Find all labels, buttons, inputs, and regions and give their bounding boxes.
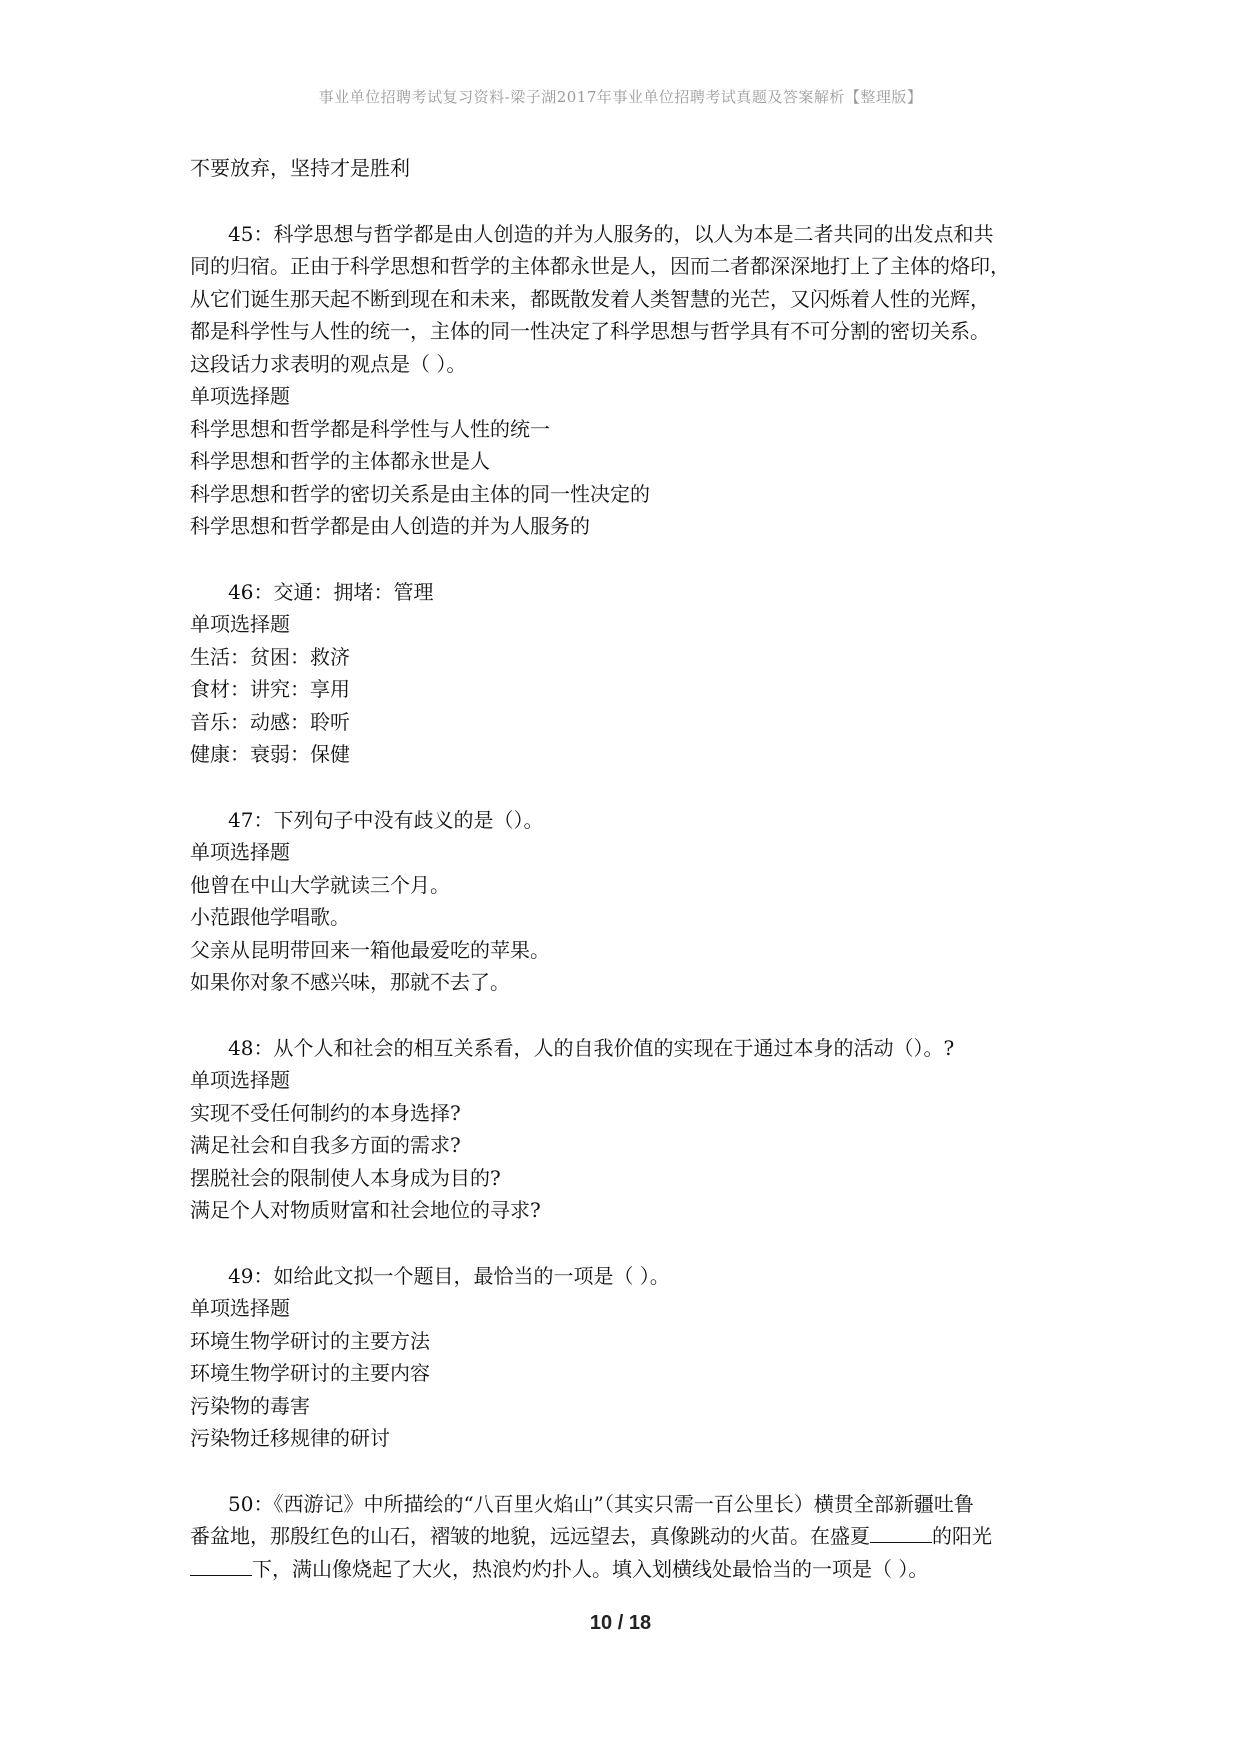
q49-option: 环境生物学研讨的主要方法: [190, 1328, 430, 1353]
q48-option: 实现不受任何制约的本身选择?: [190, 1100, 461, 1125]
q49-option: 环境生物学研讨的主要内容: [190, 1361, 430, 1385]
q46-option: 音乐：动感：聆听: [190, 709, 350, 734]
question-50: [190, 1488, 1070, 1586]
q49-stem: 49：如给此文拟一个题目，最恰当的一项是（ ）。: [228, 1263, 670, 1288]
q50-text: 番盆地，那殷红色的山石，褶皱的地貌，远远望去，真像跳动的火苗。在盛夏: [190, 1524, 870, 1548]
fill-blank: [190, 1557, 252, 1576]
q47-option: 如果你对象不感兴味，那就不去了。: [190, 970, 510, 994]
document-body: [190, 152, 1070, 1585]
q45-stem-line: 同的归宿。正由于科学思想和哲学的主体都永世是人，因而二者都深深地打上了主体的烙印，: [190, 254, 1010, 278]
page-header: 事业单位招聘考试复习资料-梁子湖2017年事业单位招聘考试真题及答案解析【整理版】: [318, 88, 923, 106]
q45-stem-line: 从它们诞生那天起不断到现在和未来，都既散发着人类智慧的光芒，又闪烁着人性的光辉，: [190, 286, 990, 311]
q48-option: 满足个人对物质财富和社会地位的寻求?: [190, 1198, 541, 1222]
q47-option: 他曾在中山大学就读三个月。: [190, 872, 450, 897]
question-49: [190, 1260, 1070, 1455]
q49-type: 单项选择题: [190, 1296, 290, 1320]
q48-type: 单项选择题: [190, 1068, 290, 1092]
q50-text: 的阳光: [932, 1524, 992, 1548]
q45-option: 科学思想和哲学的密切关系是由主体的同一性决定的: [190, 481, 650, 506]
q48-stem: 48：从个人和社会的相互关系看，人的自我价值的实现在于通过本身的活动（）。?: [228, 1035, 955, 1060]
q46-option: 健康：衰弱：保健: [190, 742, 350, 766]
q45-option: 科学思想和哲学都是由人创造的并为人服务的: [190, 514, 590, 538]
q45-stem-line: 都是科学性与人性的统一，主体的同一性决定了科学思想与哲学具有不可分割的密切关系。: [190, 319, 990, 343]
q49-option: 污染物的毒害: [190, 1393, 310, 1418]
question-46: [190, 576, 1070, 771]
q47-type: 单项选择题: [190, 840, 290, 864]
q46-stem: 46：交通：拥堵：管理: [228, 579, 434, 604]
q50-stem-line: [190, 1520, 1070, 1553]
question-47: [190, 804, 1070, 999]
q46-option: 食材：讲究：享用: [190, 677, 350, 701]
q45-stem-line: 这段话力求表明的观点是（ ）。: [190, 351, 467, 376]
q47-option: 父亲从昆明带回来一箱他最爱吃的苹果。: [190, 937, 550, 962]
question-45: [190, 218, 1070, 543]
q48-option: 满足社会和自我多方面的需求?: [190, 1133, 461, 1157]
q50-text: 下，满山像烧起了大火，热浪灼灼扑人。填入划横线处最恰当的一项是（ ）。: [252, 1556, 929, 1581]
q48-option: 摆脱社会的限制使人本身成为目的?: [190, 1165, 501, 1190]
q45-type: 单项选择题: [190, 384, 290, 408]
q50-stem-line: 50：《西游记》中所描绘的“八百里火焰山”（其实只需一百公里长）横贯全部新疆吐鲁: [228, 1491, 974, 1516]
q50-stem-line: [190, 1553, 1070, 1586]
fill-blank: [870, 1524, 932, 1543]
q49-option: 污染物迁移规律的研讨: [190, 1426, 390, 1450]
q46-option: 生活：贫困：救济: [190, 644, 350, 669]
q45-option: 科学思想和哲学都是科学性与人性的统一: [190, 416, 550, 441]
page-number: 10 / 18: [589, 1612, 652, 1634]
q45-stem-line: 45：科学思想与哲学都是由人创造的并为人服务的，以人为本是二者共同的出发点和共: [228, 221, 994, 246]
question-48: [190, 1032, 1070, 1227]
q47-option: 小范跟他学唱歌。: [190, 905, 350, 929]
intro-text: 不要放弃，坚持才是胜利: [190, 156, 410, 180]
q46-type: 单项选择题: [190, 612, 290, 636]
q45-option: 科学思想和哲学的主体都永世是人: [190, 449, 490, 473]
q47-stem: 47：下列句子中没有歧义的是（）。: [228, 807, 544, 832]
